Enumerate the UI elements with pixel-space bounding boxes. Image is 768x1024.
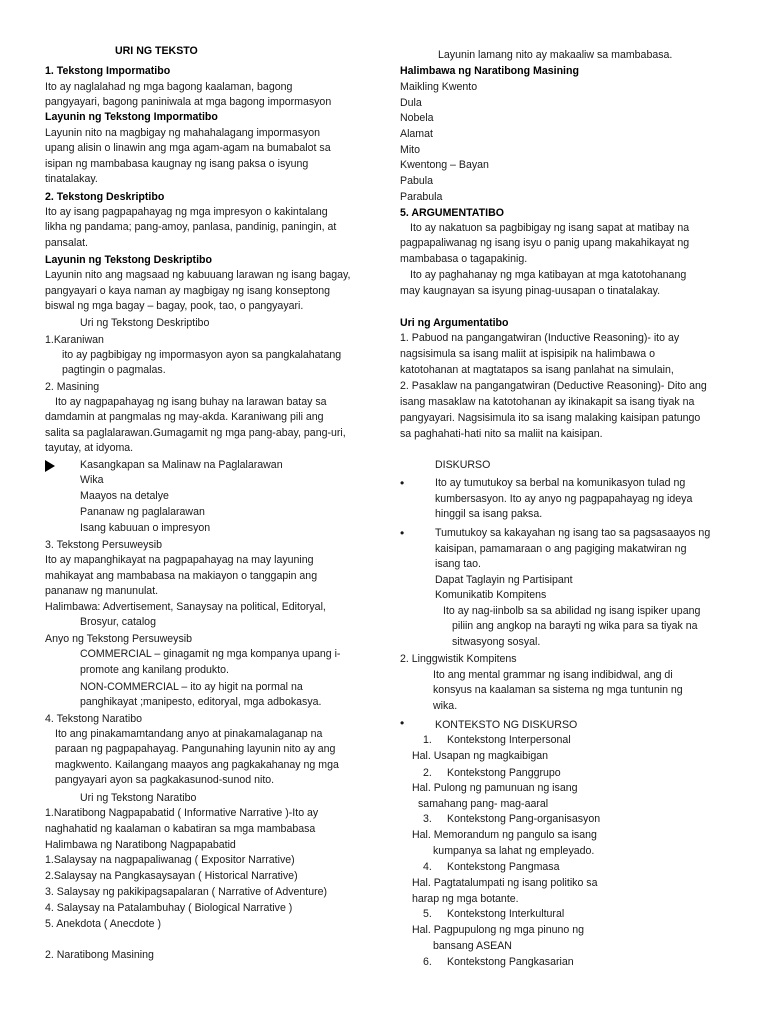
text-line: Hal. Memorandum ng pangulo sa isang (412, 829, 597, 841)
text-line: 2. Masining (45, 381, 100, 393)
text-line: salita sa paglalarawan.Gumagamit ng mga pang-abay, pang-uri, (45, 427, 346, 439)
text-line: Ito ay nagpapahayag ng isang buhay na larawan batay sa (55, 396, 327, 408)
text-line: isang masaklaw na katotohanan ay ikinakapit sa isang tiyak na (400, 396, 695, 408)
text-line: Kasangkapan sa Malinaw na Paglalarawan (80, 459, 283, 471)
text-line: 2. Tekstong Deskriptibo (45, 191, 165, 203)
text-line: 3. Tekstong Persuweysib (45, 539, 162, 551)
text-line: 2.Salaysay na Pangkasaysayan ( Historical Narrative) (45, 870, 298, 882)
arrow-bullet-icon (45, 459, 55, 474)
text-line: Ito ay naglalahad ng mga bagong kaalaman, bagong (45, 81, 293, 93)
text-line: 1.Naratibong Nagpapabatid ( Informative Narrative )-Ito ay (45, 807, 319, 819)
text-line: damdamin at pangmalas ng may-akda. Karaniwang pili ang (45, 411, 324, 423)
text-line: 6. (423, 956, 432, 968)
text-line: Maikling Kwento (400, 81, 478, 93)
text-line: Tumutukoy sa kakayahan ng isang tao sa pagsasaayos ng (435, 527, 711, 539)
text-line: samahang pang- mag-aaral (418, 798, 549, 810)
text-line: Kontekstong Interpersonal (447, 734, 571, 746)
text-line: 1. Tekstong Impormatibo (45, 65, 171, 77)
bullet-icon: • (400, 526, 405, 540)
text-line: paraan ng pagpapahayag. Pangunahing layunin nito ay ang (55, 743, 336, 755)
text-line: Ito ang pinakamamtandang anyo at pinakamalaganap na (55, 728, 323, 740)
text-line: 5. ARGUMENTATIBO (400, 207, 504, 219)
text-line: KONTEKSTO NG DISKURSO (435, 719, 578, 731)
text-line: pagpapaliwanag ng isang isyu o panig upang makahikayat ng (400, 237, 690, 249)
text-line: pangyayari o kaya naman ay magbigay ng isang konseptong (45, 285, 331, 297)
text-line: pansalat. (45, 237, 88, 249)
text-line: Ito ay isang pagpapahayag ng mga impresyon o kakintalang (45, 206, 328, 218)
text-line: promote ang kanilang produkto. (80, 664, 230, 676)
bullet-icon: • (400, 716, 405, 730)
text-line: 5. Anekdota ( Anecdote ) (45, 918, 162, 930)
text-line: Parabula (400, 191, 443, 203)
text-line: pananaw ng manunulat. (45, 585, 159, 597)
text-line: Kontekstong Pang-organisasyon (447, 813, 601, 825)
text-line: Kontekstong Pangkasarian (447, 956, 574, 968)
text-line: mahikayat ang mambabasa na makiayon o tanggapin ang (45, 570, 318, 582)
text-line: bansang ASEAN (433, 940, 512, 952)
text-line: Hal. Pulong ng pamunuan ng isang (412, 782, 578, 794)
text-line: NON-COMMERCIAL – ito ay higit na pormal na (80, 681, 303, 693)
text-line: Halimbawa ng Naratibong Nagpapabatid (45, 839, 236, 851)
text-line: Anyo ng Tekstong Persuweysib (45, 633, 193, 645)
text-line: Uri ng Tekstong Naratibo (80, 792, 197, 804)
text-line: Ito ay nakatuon sa pagbibigay ng isang sapat at matibay na (410, 222, 690, 234)
text-line: Kontekstong Pangmasa (447, 861, 560, 873)
text-line: sitwasyong sosyal. (452, 636, 541, 648)
text-line: Hal. Pagtatalumpati ng isang politiko sa (412, 877, 598, 889)
text-line: COMMERCIAL – ginagamit ng mga kompanya upang i- (80, 648, 341, 660)
text-line: pangyayari, bagong paniniwala at mga bagong impormasyon (45, 96, 332, 108)
text-line: harap ng mga botante. (412, 893, 519, 905)
text-line: Layunin nito na magbigay ng mahahalagang impormasyon (45, 127, 321, 139)
text-line: isang tao. (435, 558, 481, 570)
text-line: Dapat Taglayin ng Partisipant (435, 574, 573, 586)
text-line: 5. (423, 908, 432, 920)
text-line: 2. Pasaklaw na pangangatwiran (Deductive Reasoning)- Dito ang (400, 380, 707, 392)
text-line: kumbersasyon. Ito ay anyo ng pagpapahayag ng ideya (435, 493, 693, 505)
text-line: Ito ay mapanghikayat na pagpapahayag na may layuning (45, 554, 314, 566)
text-line: 3. Salaysay ng pakikipagsapalaran ( Narrative of Adventure) (45, 886, 328, 898)
text-line: 4. Salaysay na Patalambuhay ( Biological Narrative ) (45, 902, 293, 914)
text-line: 1. Pabuod na pangangatwiran (Inductive Reasoning)- ito ay (400, 332, 680, 344)
text-line: Uri ng Argumentatibo (400, 317, 509, 329)
text-line: Isang kabuuan o impresyon (80, 522, 211, 534)
text-line: Hal. Pagpupulong ng mga pinuno ng (412, 924, 584, 936)
text-line: tinatalakay. (45, 173, 98, 185)
text-line: likha ng pandama; pang-amoy, panlasa, pandinig, paningin, at (45, 221, 337, 233)
text-line: piliin ang angkop na barayti ng wika para sa tiyak na (452, 620, 698, 632)
text-line: Maayos na detalye (80, 490, 169, 502)
text-line: Ito ang mental grammar ng isang indibidwal, ang di (433, 669, 673, 681)
text-line: tayutay, at idyoma. (45, 442, 134, 454)
text-line: panghikayat ;manipesto, editoryal, mga adbokasya. (80, 696, 322, 708)
text-line: ito ay pagbibigay ng impormasyon ayon sa pangkalahatang (62, 349, 342, 361)
text-line: Layunin ng Tekstong Impormatibo (45, 111, 218, 123)
text-line: katotohanan at magtatapos sa isang panlahat na simulain, (400, 364, 674, 376)
text-line: Alamat (400, 128, 433, 140)
text-line: Dula (400, 97, 422, 109)
text-line: pagtingin o pagmalas. (62, 364, 166, 376)
text-line: Pananaw ng paglalarawan (80, 506, 205, 518)
text-line: 1.Salaysay na nagpapaliwanag ( Expositor Narrative) (45, 854, 295, 866)
text-line: naghahatid ng kaalaman o kabatiran sa mga mambabasa (45, 823, 316, 835)
text-line: kaisipan, pamamaraan o ang pagiging makatwiran ng (435, 543, 687, 555)
text-line: 4. (423, 861, 432, 873)
text-line: mambabasa o tagapakinig. (400, 253, 528, 265)
text-line: Pabula (400, 175, 433, 187)
text-line: may kaugnayan sa isyung pinag-uusapan o tinatalakay. (400, 285, 661, 297)
text-line: pangyayari ayon sa pagkakasunod-sunod nito. (55, 774, 275, 786)
bullet-icon: • (400, 476, 405, 490)
text-line: Ito ay nag-iinbolb sa sa abilidad ng isang ispiker upang (443, 605, 701, 617)
text-line: 2. Linggwistik Kompitens (400, 653, 517, 665)
text-line: URI NG TEKSTO (115, 45, 198, 57)
text-line: Kwentong – Bayan (400, 159, 489, 171)
text-line: wika. (433, 700, 458, 712)
text-line: 2. Naratibong Masining (45, 949, 154, 961)
text-line: 1.Karaniwan (45, 334, 104, 346)
text-line: Halimbawa ng Naratibong Masining (400, 65, 579, 77)
text-line: pangyayari. Nagsisimula ito sa isang malaking kaisipan patungo (400, 412, 701, 424)
text-line: Halimbawa: Advertisement, Sanaysay na political, Editoryal, (45, 601, 326, 613)
text-line: 1. (423, 734, 432, 746)
text-line: Nobela (400, 112, 434, 124)
text-line: Brosyur, catalog (80, 616, 156, 628)
text-line: Layunin nito ang magsaad ng kabuuang larawan ng isang bagay, (45, 269, 351, 281)
text-line: konsyus na kaalaman sa sistema ng mga tuntunin ng (433, 684, 683, 696)
text-line: Ito ay paghahanay ng mga katibayan at mga katotohanang (410, 269, 687, 281)
text-line: Kontekstong Panggrupo (447, 767, 561, 779)
text-line: upang alisin o linawin ang mga agam-agam na bumabalot sa (45, 142, 331, 154)
text-line: 2. (423, 767, 432, 779)
text-line: 3. (423, 813, 432, 825)
text-line: isipan ng mambabasa kaugnay ng isang paksa o isyung (45, 158, 309, 170)
text-line: nagsisimula sa isang maliit at ispisipik na halimbawa o (400, 348, 655, 360)
text-line: Hal. Usapan ng magkaibigan (412, 750, 549, 762)
text-line: Komunikatib Kompitens (435, 589, 547, 601)
text-line: magkwento. Kailangang maayos ang pagkakahanay ng mga (55, 759, 339, 771)
text-line: Layunin ng Tekstong Deskriptibo (45, 254, 212, 266)
text-line: biswal ng mga bagay – bagay, pook, tao, o pangyayari. (45, 300, 304, 312)
text-line: Layunin lamang nito ay makaaliw sa mambabasa. (438, 49, 673, 61)
text-line: Kontekstong Interkultural (447, 908, 565, 920)
text-line: DISKURSO (435, 459, 491, 471)
text-line: sa paghahati-hati nito sa maliit na kaisipan. (400, 428, 603, 440)
text-line: 4. Tekstong Naratibo (45, 713, 142, 725)
text-line: Mito (400, 144, 421, 156)
text-line: hinggil sa isang paksa. (435, 508, 543, 520)
text-line: kumpanya sa lahat ng empleyado. (433, 845, 595, 857)
text-line: Uri ng Tekstong Deskriptibo (80, 317, 210, 329)
text-line: Ito ay tumutukoy sa berbal na komunikasyon tulad ng (435, 477, 686, 489)
text-line: Wika (80, 474, 104, 486)
